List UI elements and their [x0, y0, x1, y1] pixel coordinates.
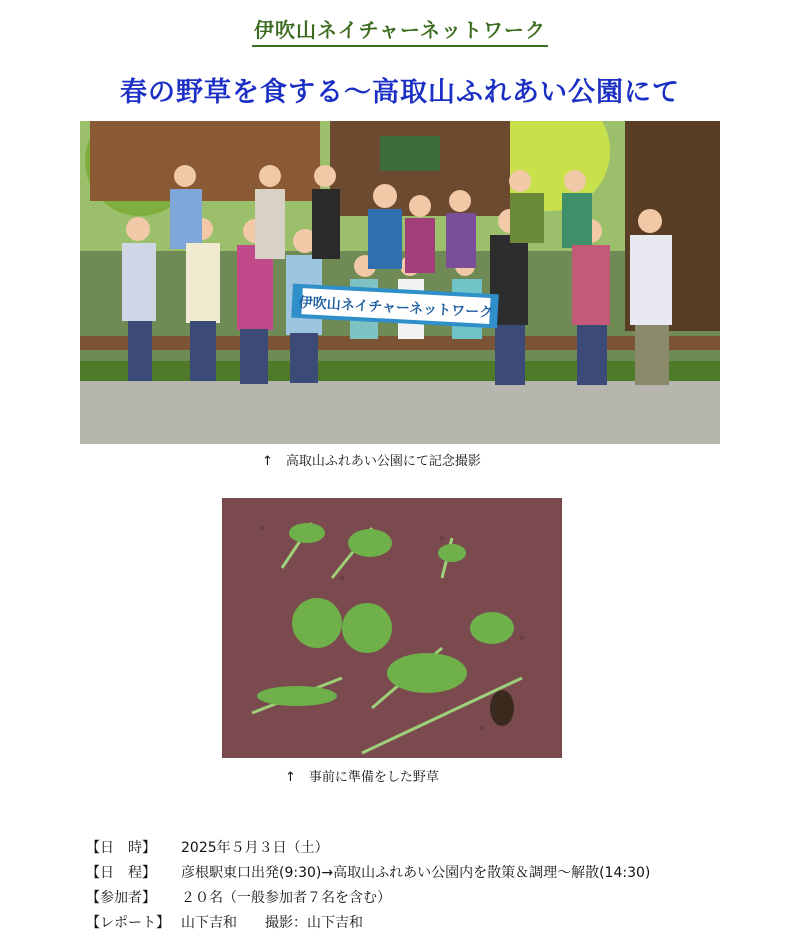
report-value: 山下吉和 撮影：山下吉和 [181, 915, 363, 931]
banner-text: 伊吹山ネイチャーネットワーク [298, 294, 494, 322]
report-label: 【レポート】 [86, 915, 170, 931]
group-photo [80, 121, 720, 444]
wild-plants-photo [222, 498, 562, 758]
schedule-value: 彦根駅東口出発(9:30)→高取山ふれあい公園内を散策＆調理～解散(14:30) [181, 865, 651, 881]
page-title: 春の野草を食する～高取山ふれあい公園にて [120, 77, 680, 108]
participants-label: 【参加者】 [86, 890, 156, 906]
organization-name: 伊吹山ネイチャーネットワーク [252, 14, 548, 47]
schedule-row [86, 861, 650, 886]
group-photo-caption: ↑ 高取山ふれあい公園にて記念撮影 [262, 454, 481, 469]
date-row [86, 836, 650, 861]
organization-heading [0, 14, 800, 47]
wild-plants-caption: ↑ 事前に準備をした野草 [285, 770, 439, 785]
event-details [86, 836, 650, 936]
schedule-label: 【日 程】 [86, 865, 156, 881]
report-row [86, 911, 650, 936]
participants-value: ２０名（一般参加者７名を含む） [181, 890, 391, 906]
date-value: 2025年５月３日（土） [181, 840, 329, 856]
date-label: 【日 時】 [86, 840, 156, 856]
participants-row [86, 886, 650, 911]
